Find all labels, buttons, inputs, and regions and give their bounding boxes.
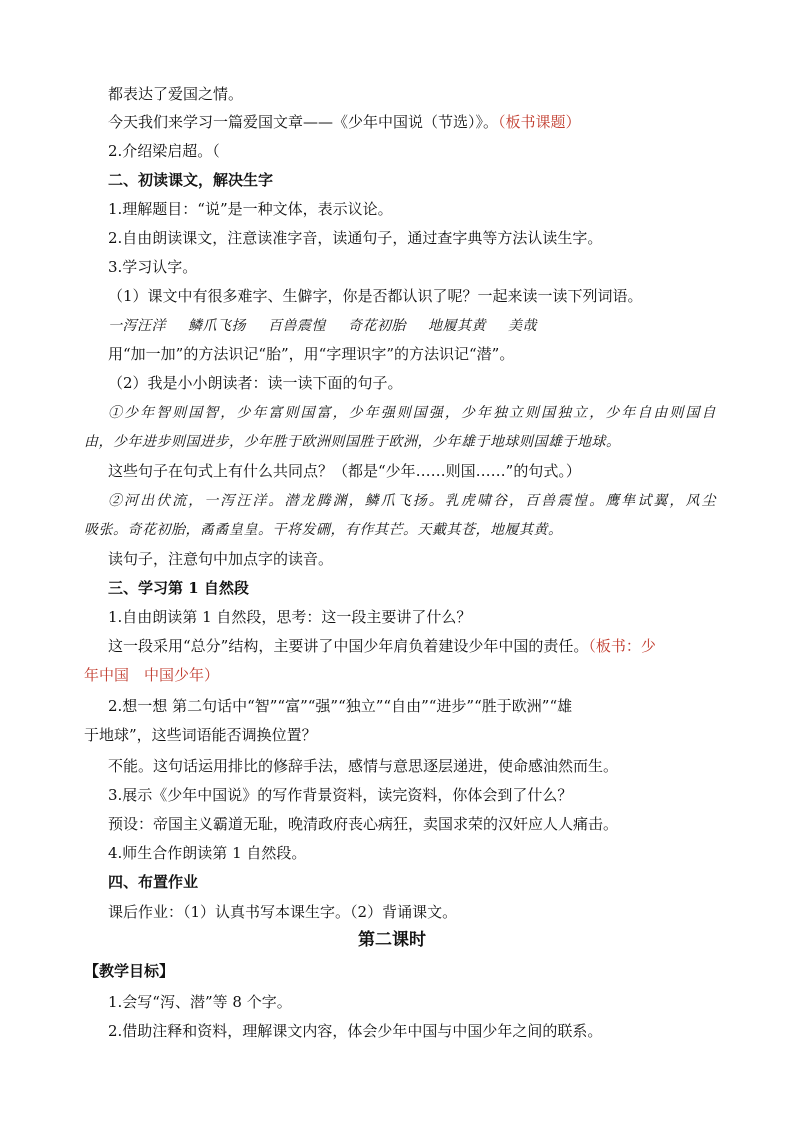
text-line <box>108 112 581 132</box>
blackboard-note: 年中国 中国少年） <box>84 666 220 684</box>
text-line: 3.学习认字。 <box>108 258 198 276</box>
text-line: ①少年智则国智，少年富则国富，少年强则国强，少年独立则国独立，少年自由则国自 <box>108 405 716 421</box>
text-line-main: 这一段采用“总分”结构，主要讲了中国少年肩负着建设少年中国的责任。 <box>108 637 589 655</box>
text-line-main: 今天我们来学习一篇爱国文章——《少年中国说（节选）》。 <box>108 113 499 131</box>
text-line: ②河出伏流，一泻汪洋。潜龙腾渊，鳞爪飞扬。乳虎啸谷，百兽震惶。鹰隼试翼，风尘 <box>108 493 716 509</box>
text-line: 于地球”，这些词语能否调换位置？ <box>84 726 317 744</box>
word-item: 一泻汪洋 <box>108 318 166 334</box>
text-line: 由，少年进步则国进步，少年胜于欧洲则国胜于欧洲，少年雄于地球则国雄于地球。 <box>84 434 621 450</box>
word-item: 奇花初胎 <box>348 318 406 334</box>
text-line: 课后作业：（1）认真书写本课生字。（2）背诵课文。 <box>108 903 458 921</box>
blackboard-note: （板书课题） <box>498 113 581 131</box>
word-item: 地履其黄 <box>428 318 486 334</box>
section-heading: 二、初读课文，解决生字 <box>108 171 274 189</box>
text-line: 这些句子在句式上有什么共同点？（都是“少年……则国……”的句式。） <box>108 462 581 480</box>
goal-item: 2.借助注释和资料，理解课文内容，体会少年中国与中国少年之间的联系。 <box>108 1022 603 1040</box>
blackboard-note: （板书：少 <box>588 637 656 655</box>
text-line <box>108 636 656 656</box>
word-item: 鳞爪飞扬 <box>188 318 246 334</box>
text-line: （1）课文中有很多难字、生僻字，你是否都认识了呢？一起来读一读下列词语。 <box>108 287 643 305</box>
word-item: 百兽震惶 <box>268 318 326 334</box>
word-item: 美哉 <box>508 318 537 334</box>
text-line: 3.展示《少年中国说》的写作背景资料，读完资料，你体会到了什么？ <box>108 786 573 804</box>
text-line: 1.自由朗读第 1 自然段，思考：这一段主要讲了什么？ <box>108 608 472 626</box>
section-heading: 四、布置作业 <box>108 873 199 891</box>
section-heading: 三、学习第 1 自然段 <box>108 579 249 597</box>
text-line: （2）我是小小朗读者：读一读下面的句子。 <box>108 374 403 392</box>
text-line: 2.介绍梁启超。（ <box>108 142 220 160</box>
word-list <box>108 316 559 336</box>
text-line: 2.想一想 第二句话中“智”“富”“强”“独立”“自由”“进步”“胜于欧洲”“雄 <box>108 697 573 715</box>
goal-item: 1.会写“泻、潜”等 8 个字。 <box>108 993 292 1011</box>
text-line: 吸张。奇花初胎，矞矞皇皇。干将发硎，有作其芒。天戴其苍，地履其黄。 <box>84 522 563 538</box>
text-line: 4.师生合作朗读第 1 自然段。 <box>108 844 307 862</box>
lesson-title: 第二课时 <box>358 930 426 950</box>
text-line: 读句子，注意句中加点字的读音。 <box>108 550 334 568</box>
text-line: 1.理解题目：“说”是一种文体，表示议论。 <box>108 200 393 218</box>
text-line: 2.自由朗读课文，注意读准字音，读通句子，通过查字典等方法认读生字。 <box>108 229 603 247</box>
text-line: 预设：帝国主义霸道无耻，晚清政府丧心病狂，卖国求荣的汉奸应人人痛击。 <box>108 815 619 833</box>
text-line: 用“加一加”的方法识记“胎”，用“字理识字”的方法识记“潜”。 <box>108 345 515 363</box>
text-line: 都表达了爱国之情。 <box>108 85 244 103</box>
text-line: 不能。这句话运用排比的修辞手法，感情与意思逐层递进，使命感油然而生。 <box>108 757 619 775</box>
goals-heading: 【教学目标】 <box>84 962 175 980</box>
